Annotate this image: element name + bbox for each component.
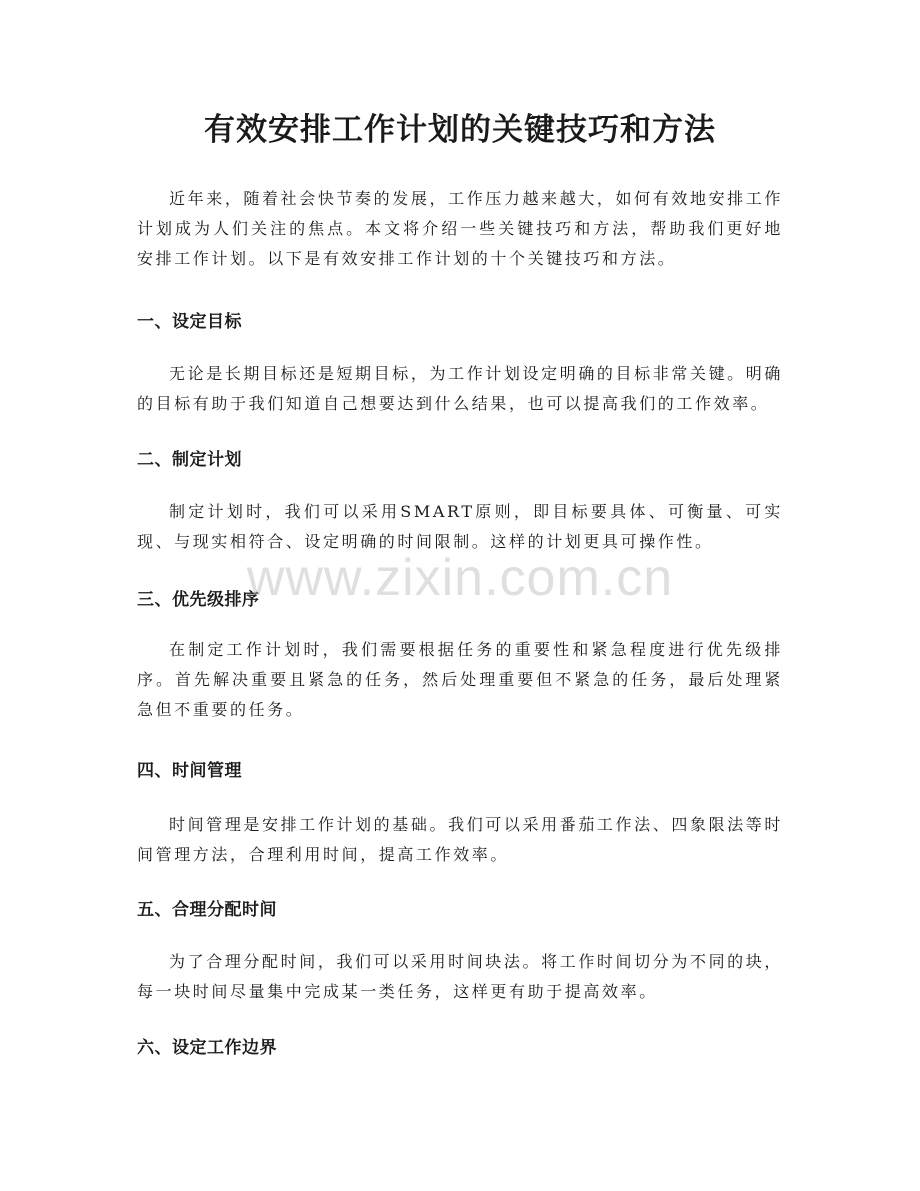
section-body-3: 在制定工作计划时，我们需要根据任务的重要性和紧急程度进行优先级排序。首先解决重要且紧急的任务，然后处理重要但不紧急的任务，最后处理紧急但不重要的任务。	[137, 640, 783, 719]
section-body-2: 制定计划时，我们可以采用SMART原则，即目标要具体、可衡量、可实现、与现实相符合、设定明确的时间限制。这样的计划更具可操作性。	[137, 502, 783, 551]
section-heading-2: 二、制定计划	[137, 450, 242, 470]
section-body-5: 为了合理分配时间，我们可以采用时间块法。将工作时间切分为不同的块，每一块时间尽量集中完成某一类任务，这样更有助于提高效率。	[137, 952, 783, 1001]
section-body-4: 时间管理是安排工作计划的基础。我们可以采用番茄工作法、四象限法等时间管理方法，合理利用时间，提高工作效率。	[137, 815, 783, 864]
section-heading-5: 五、合理分配时间	[137, 900, 277, 920]
section-body-1: 无论是长期目标还是短期目标，为工作计划设定明确的目标非常关键。明确的目标有助于我们知道自己想要达到什么结果，也可以提高我们的工作效率。	[137, 364, 783, 413]
section-heading-1: 一、设定目标	[137, 312, 242, 332]
section-heading-4: 四、时间管理	[137, 761, 242, 781]
document-title: 有效安排工作计划的关键技巧和方法	[204, 112, 716, 148]
section-heading-3: 三、优先级排序	[137, 590, 260, 610]
intro-paragraph: 近年来，随着社会快节奏的发展，工作压力越来越大，如何有效地安排工作计划成为人们关注的焦点。本文将介绍一些关键技巧和方法，帮助我们更好地安排工作计划。以下是有效安排工作计划的十个关键技巧和方法。	[137, 189, 783, 268]
watermark-text: www.zixin.com.cn	[246, 549, 674, 607]
section-heading-6: 六、设定工作边界	[137, 1038, 277, 1058]
